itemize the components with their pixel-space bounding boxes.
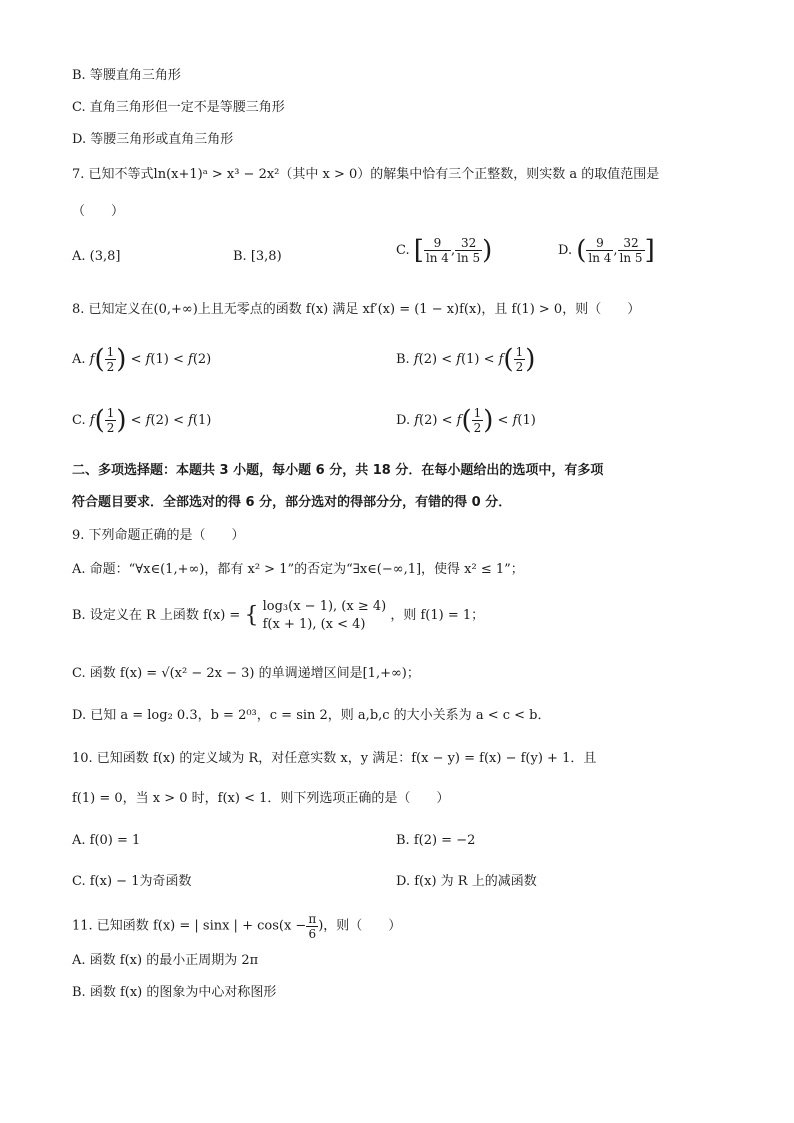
q7-option-a: A. (3,8] [72,249,121,264]
q6-option-c: C. 直角三角形但一定不是等腰三角形 [72,100,285,115]
q7-option-c-label: C. [396,243,410,258]
q10-option-a: A. f(0) = 1 [72,833,141,848]
q10-option-b: B. f(2) = −2 [396,833,476,848]
q9-option-b: B. 设定义在 R 上函数 f(x) = { log₃(x − 1), (x ≥ 4) f(x + 1), (x < 4) ，则 f(1) = 1； [72,599,485,632]
q8-option-c: C. f( $\frac{1}{2}$ ) < f(2) < f(1) [72,405,212,436]
q8-option-a: A. f( $\frac{1}{2}$ ) < f(1) < f(2) [72,344,212,375]
q7-stem: 7. 已知不等式ln(x+1)ᵃ > x³ − 2x²（其中 x > 0）的解集中恰有三个正整数，则实数 a 的取值范围是 [72,167,660,182]
q9-option-b-case1: log₃(x − 1), (x ≥ 4) [262,599,387,614]
q11-option-b: B. 函数 f(x) 的图象为中心对称图形 [72,985,277,1000]
q8-option-b-label: B. [396,352,410,367]
q6-option-d: D. 等腰三角形或直角三角形 [72,132,234,147]
q11-stem-suffix: )，则（ ） [318,918,402,934]
q10-stem-line2: f(1) = 0，当 x > 0 时，f(x) < 1．则下列选项正确的是（ ） [72,791,450,806]
q7-paren: （ ） [72,204,125,219]
q7-option-c: C. [ $\frac{9}{\ln 4}$ , $\frac{32}{\ln 5}$ ) [396,235,493,266]
q8-option-b: B. f(2) < f(1) < f( $\frac{1}{2}$ ) [396,344,536,375]
q9-option-d: D. 已知 a = log₂ 0.3，b = 2⁰³，c = sin 2，则 a,b,c 的大小关系为 a < c < b． [72,708,551,723]
q8-option-c-label: C. [72,413,86,428]
q10-option-d: D. f(x) 为 R 上的减函数 [396,874,537,889]
q11-frac-num: π [308,912,317,926]
q11-option-a: A. 函数 f(x) 的最小正周期为 2π [72,953,259,968]
section2-heading-line1: 二、多项选择题：本题共 3 小题，每小题 6 分，共 18 分．在每小题给出的选项中，有多项 [72,463,604,478]
q7-option-d: D. ( $\frac{9}{\ln 4}$ , $\frac{32}{\ln 5}$ ] [558,235,655,266]
q9-stem: 9. 下列命题正确的是（ ） [72,528,245,543]
q8-option-d: D. f(2) < f( $\frac{1}{2}$ ) < f(1) [396,405,536,436]
q6-option-b: B. 等腰直角三角形 [72,68,181,83]
q8-option-a-label: A. [72,352,86,367]
q11-stem-prefix: 11. 已知函数 f(x) = | sinx | + cos(x − [72,918,307,934]
q10-option-c: C. f(x) − 1为奇函数 [72,874,192,889]
q9-option-a: A. 命题：“∀x∈(1,+∞)，都有 x² > 1”的否定为“∃x∈(−∞,1]，使得 x² ≤ 1”； [72,562,524,577]
q9-option-b-prefix: B. 设定义在 R 上函数 f(x) = [72,608,241,623]
section2-heading-line2: 符合题目要求．全部选对的得 6 分，部分选对的得部分分，有错的得 0 分． [72,495,512,510]
q7-option-b: B. [3,8) [233,249,282,264]
q7-option-d-label: D. [558,243,573,258]
q9-option-b-case2: f(x + 1), (x < 4) [262,617,366,632]
q11-stem [72,912,401,941]
q9-option-b-suffix: ，则 f(1) = 1； [390,608,485,623]
q8-stem: 8. 已知定义在(0,+∞)上且无零点的函数 f(x) 满足 xf′(x) = (1 − x)f(x)，且 f(1) > 0，则（ ） [72,302,641,317]
q9-option-c: C. 函数 f(x) = √(x² − 2x − 3) 的单调递增区间是[1,+∞)； [72,666,420,681]
q8-option-d-label: D. [396,413,411,428]
q11-frac-den: 6 [308,927,317,941]
q10-stem-line1: 10. 已知函数 f(x) 的定义域为 R，对任意实数 x，y 满足：f(x − y) = f(x) − f(y) + 1．且 [72,751,597,766]
